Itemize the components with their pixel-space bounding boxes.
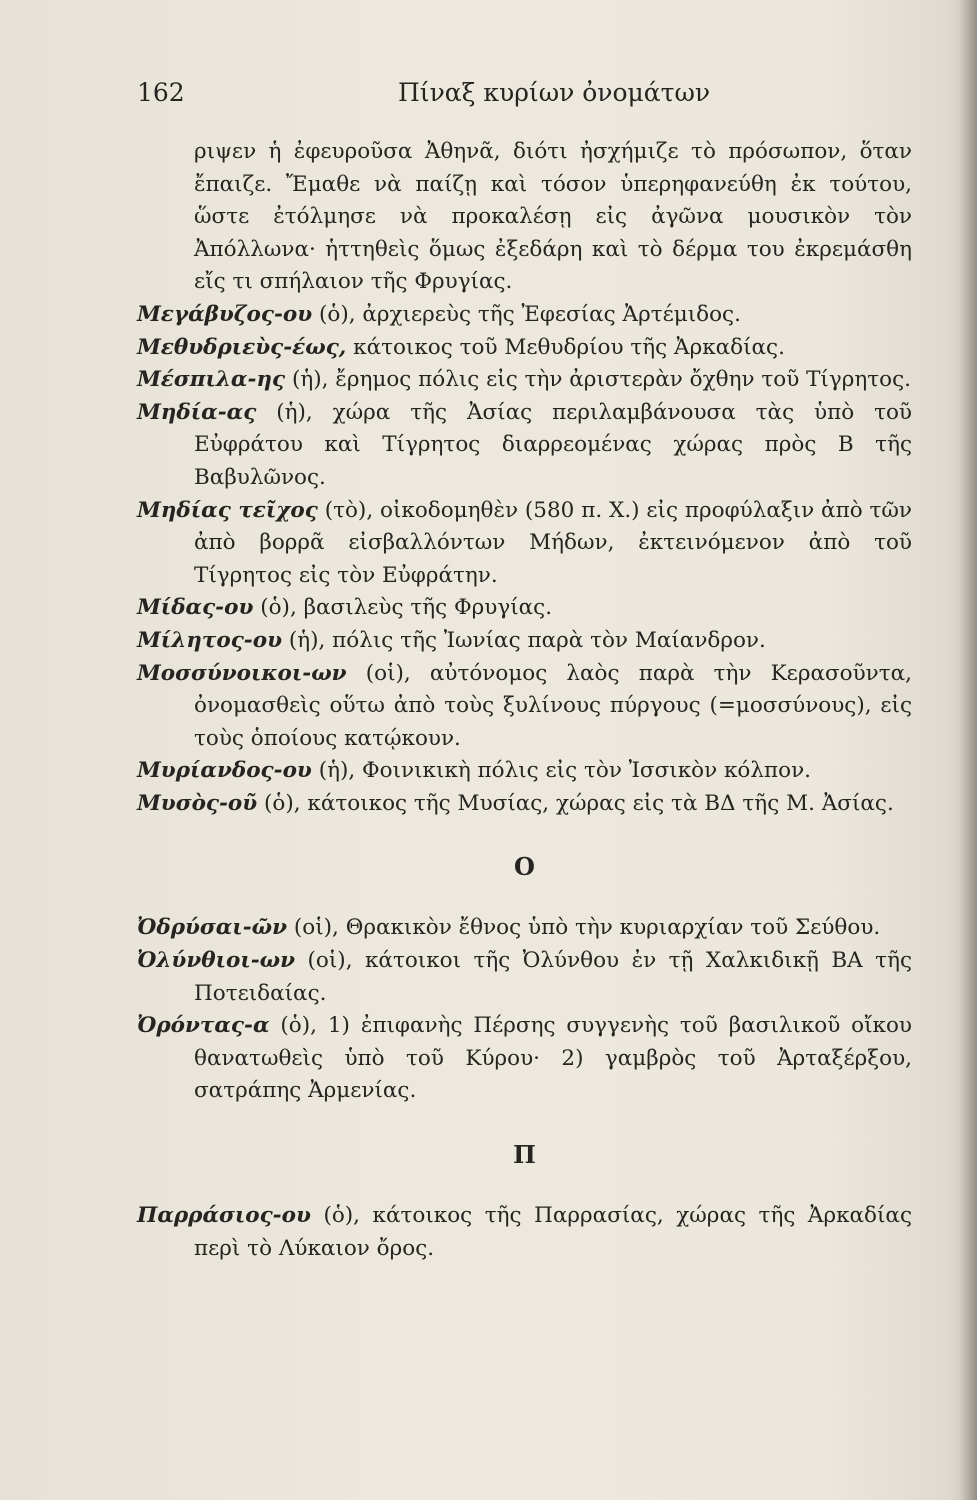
entry-definition: (ὁ), βασιλεὺς τῆς Φρυγίας. [260,595,553,621]
entry-continuation: ριψεν ἡ ἐφευροῦσα Ἀθηνᾶ, διότι ἠσχήμιζε τὸ πρόσωπον, ὅταν ἔπαιζε. Ἔμαθε νὰ παίζῃ καὶ τόσον ὑπερηφανεύθη ἐκ τούτου, ὥστε ἐτόλμησε νὰ προκαλέσῃ εἰς ἀγῶνα μουσικὸν τὸν Ἀπόλλωνα· ἡττηθεὶς ὅμως ἐξεδάρη καὶ τὸ δέρμα του ἐκρεμάσθη εἴς τι σπήλαιον τῆς Φρυγίας. [194,139,912,295]
entry-definition: (τὸ), οἰκοδομηθὲν (580 π. Χ.) εἰς προφύλαξιν ἀπὸ τῶν ἀπὸ βορρᾶ εἰσβαλλόντων Μήδων, ἐκτεινόμενον ἀπὸ τοῦ Τίγρητος εἰς τὸν Εὐφράτην. [194,497,912,588]
entry-headword: Μυρίανδος-ου [137,758,312,784]
letter-heading-p: Π [513,1140,536,1170]
running-title: Πίναξ κυρίων ὀνομάτων [398,78,711,107]
section-m [137,299,912,821]
entry-definition: (ἡ), ἔρημος πόλις εἰς τὴν ἀριστερὰν ὄχθην τοῦ Τίγρητος. [291,367,911,393]
entry-definition: (ἡ), Φοινικικὴ πόλις εἰς τὸν Ἰσσικὸν κόλπον. [318,758,811,784]
entry-headword: Ὀλύνθιοι-ων [137,948,296,974]
index-entry [137,912,912,945]
entry-definition: (ὁ), 1) ἐπιφανὴς Πέρσης συγγενὴς τοῦ βασιλικοῦ οἴκου θανατωθεὶς ὑπὸ τοῦ Κύρου· 2) γαμβρὸς τοῦ Ἀρταξέρξου, σατράπης Ἀρμενίας. [194,1013,912,1104]
entry-definition: (οἱ), αὐτόνομος λαὸς παρὰ τὴν Κερασοῦντα, ὀνομασθεὶς οὕτω ἀπὸ τοὺς ξυλίνους πύργους (=μοσσύνους), εἰς τοὺς ὁποίους κατῴκουν. [194,660,912,751]
entry-headword: Μεγάβυζος-ου [137,301,313,327]
index-text [137,136,912,1265]
index-entry [137,495,912,593]
entry-definition: (ὁ), ἀρχιερεὺς τῆς Ἐφεσίας Ἀρτέμιδος. [319,301,741,327]
index-entry [137,1010,912,1108]
section-p [137,1200,912,1265]
entry-definition: (οἱ), Θρακικὸν ἔθνος ὑπὸ τὴν κυριαρχίαν τοῦ Σεύθου. [293,915,881,941]
entry-definition: (ὁ), κάτοικος τῆς Παρρασίας, χώρας τῆς Ἀρκαδίας περὶ τὸ Λύκαιον ὄρος. [194,1203,912,1261]
section-o [137,912,912,1108]
page-edge-shadow [959,0,977,1500]
index-entry [137,945,912,1010]
entry-headword: Μυσὸς-οῦ [137,790,258,816]
entry-headword: Μηδίας τεῖχος [137,497,318,523]
entry-headword: Μηδία-ας [137,399,257,425]
running-header [137,78,837,118]
entry-headword: Παρράσιος-ου [137,1203,311,1229]
index-entry [137,1200,912,1265]
entry-headword: Μεθυδριεὺς-έως, [137,334,347,360]
entry-headword: Μίδας-ου [137,595,254,621]
entry-definition: (οἱ), κάτοικοι τῆς Ὀλύνθου ἐν τῇ Χαλκιδικῇ ΒΑ τῆς Ποτειδαίας. [194,948,912,1006]
entry-headword: Ὀδρύσαι-ῶν [137,915,288,941]
index-entry [137,592,912,625]
index-entry [137,364,912,397]
entry-headword: Μέσπιλα-ης [137,367,286,393]
index-entry [137,397,912,495]
entry-definition: (ὁ), κάτοικος τῆς Μυσίας, χώρας εἰς τὰ ΒΔ τῆς Μ. Ἀσίας. [264,790,894,816]
index-entry [137,755,912,788]
entry-definition: (ἡ), χώρα τῆς Ἀσίας περιλαμβάνουσα τὰς ὑπὸ τοῦ Εὐφράτου καὶ Τίγρητος διαρρεομένας χώρας πρὸς Β τῆς Βαβυλῶνος. [194,399,912,490]
entry-headword: Μίλητος-ου [137,627,282,653]
entry-headword: Ὀρόντας-α [137,1013,270,1039]
index-entry [137,332,912,365]
index-entry [137,299,912,332]
entry-headword: Μοσσύνοικοι-ων [137,660,347,686]
page-number: 162 [137,78,185,107]
entry-definition: κάτοικος τοῦ Μεθυδρίου τῆς Ἀρκαδίας. [353,334,785,360]
entry-definition: (ἡ), πόλις τῆς Ἰωνίας παρὰ τὸν Μαίανδρον. [288,627,766,653]
letter-heading-o: Ο [514,852,535,882]
index-entry [137,625,912,658]
index-entry [137,658,912,756]
index-entry [137,788,912,821]
